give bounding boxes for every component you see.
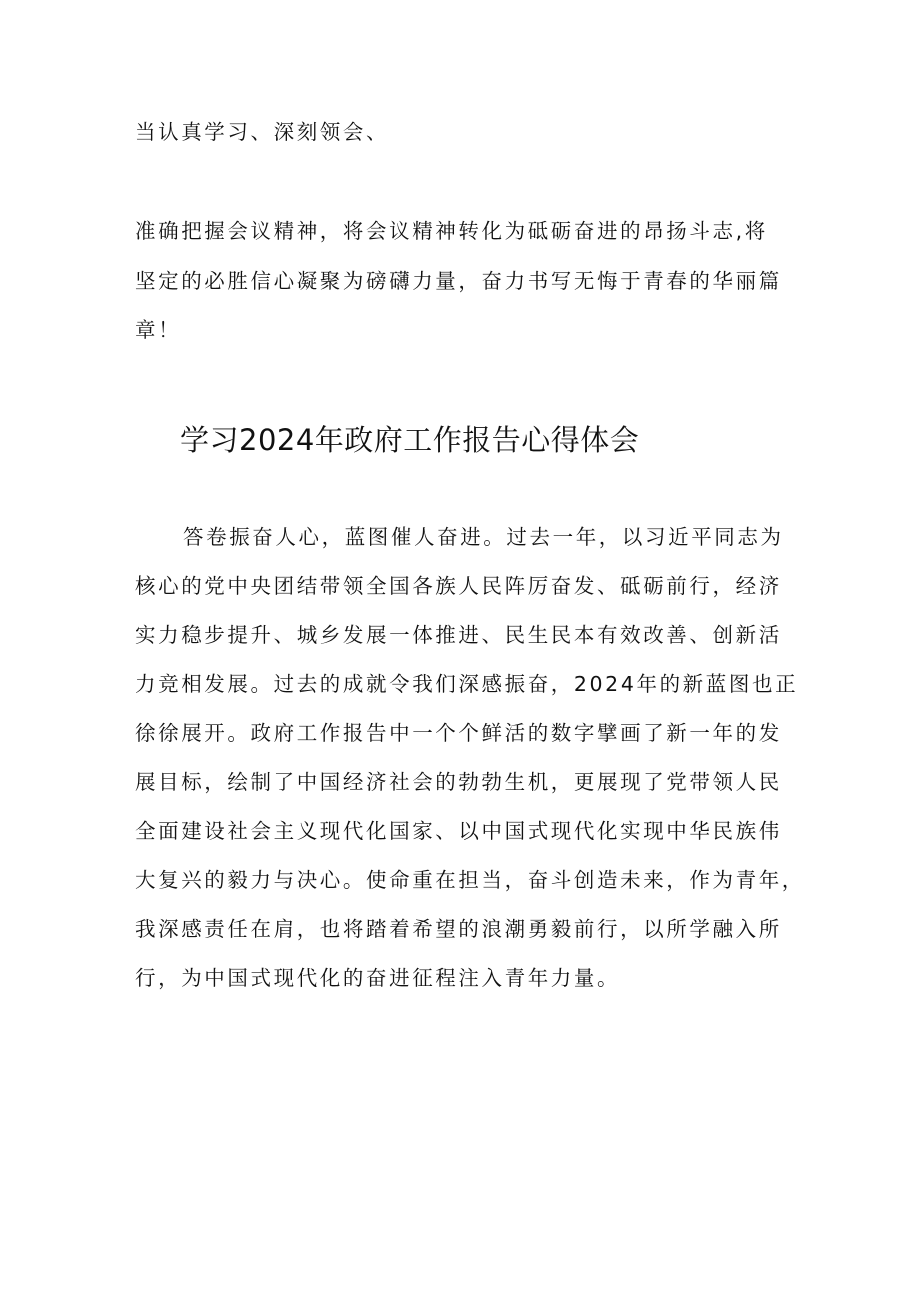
text-line: 章！ bbox=[135, 318, 182, 342]
paragraph-line: 全面建设社会主义现代化国家、以中国式现代化实现中华民族伟 bbox=[135, 819, 782, 843]
paragraph-line: 力竞相发展。过去的成就令我们深感振奋，2024年的新蓝图也正 bbox=[135, 672, 799, 696]
paragraph-line: 我深感责任在肩，也将踏着希望的浪潮勇毅前行，以所学融入所 bbox=[135, 917, 782, 941]
paragraph-line: 徐徐展开。政府工作报告中一个个鲜活的数字擘画了新一年的发 bbox=[135, 721, 782, 745]
text-line: 坚定的必胜信心凝聚为磅礴力量，奋力书写无悔于青春的华丽篇 bbox=[135, 269, 782, 293]
paragraph-line: 行，为中国式现代化的奋进征程注入青年力量。 bbox=[135, 966, 621, 990]
page-title: 学习2024年政府工作报告心得体会 bbox=[180, 423, 640, 457]
text-line: 当认真学习、深刻领会、 bbox=[135, 120, 390, 144]
paragraph-line: 答卷振奋人心，蓝图催人奋进。过去一年，以习近平同志为 bbox=[183, 525, 784, 549]
paragraph-line: 展目标，绘制了中国经济社会的勃勃生机，更展现了党带领人民 bbox=[135, 770, 782, 794]
paragraph-line: 大复兴的毅力与决心。使命重在担当，奋斗创造未来，作为青年， bbox=[135, 868, 805, 892]
paragraph-line: 实力稳步提升、城乡发展一体推进、民生民本有效改善、创新活 bbox=[135, 623, 782, 647]
text-line: 准确把握会议精神，将会议精神转化为砥砺奋进的昂扬斗志,将 bbox=[135, 219, 768, 243]
paragraph-line: 核心的党中央团结带领全国各族人民阵厉奋发、砥砺前行，经济 bbox=[135, 574, 782, 598]
